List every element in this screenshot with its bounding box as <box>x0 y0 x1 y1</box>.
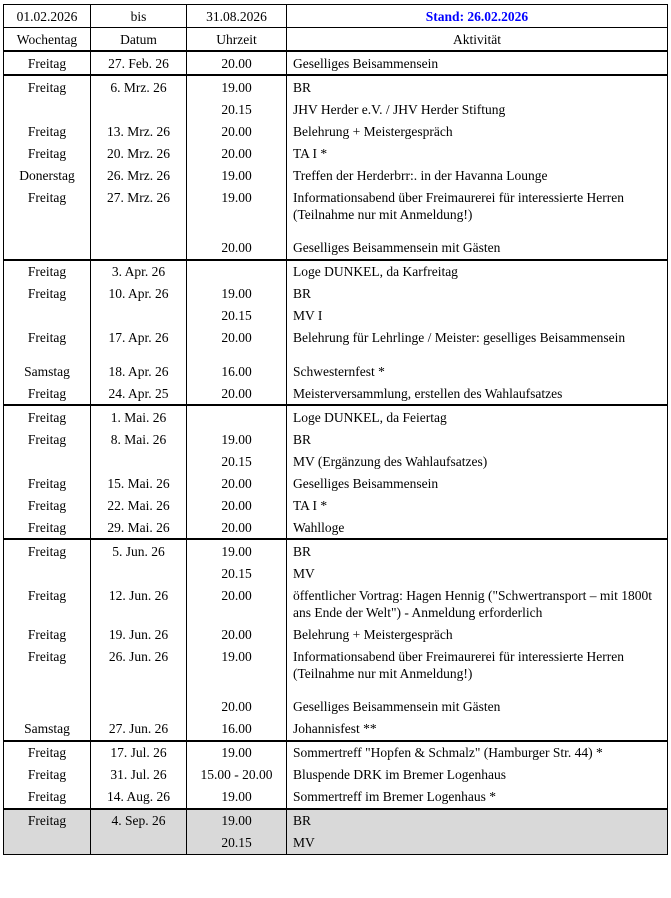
cell-time: 20.00 <box>187 494 287 516</box>
cell-weekday: Freitag <box>4 283 91 305</box>
cell-date: 19. Jun. 26 <box>91 623 187 645</box>
schedule-table <box>3 4 668 855</box>
table-row <box>4 186 668 225</box>
cell-date: 26. Mrz. 26 <box>91 164 187 186</box>
period-row <box>4 5 668 28</box>
cell-activity: Wahlloge <box>287 516 668 539</box>
cell-weekday <box>4 684 91 718</box>
cell-weekday: Freitag <box>4 75 91 98</box>
table-row <box>4 472 668 494</box>
cell-date <box>91 305 187 327</box>
cell-activity: Informationsabend über Freimaurerei für interessierte Herren (Teilnahme nur mit Anmeldung!) <box>287 645 668 684</box>
table-row <box>4 98 668 120</box>
cell-weekday: Freitag <box>4 405 91 428</box>
cell-time: 20.00 <box>187 472 287 494</box>
cell-date: 10. Apr. 26 <box>91 283 187 305</box>
cell-activity: BR <box>287 75 668 98</box>
col-header-time: Uhrzeit <box>187 28 287 52</box>
cell-date: 3. Apr. 26 <box>91 260 187 283</box>
cell-activity: TA I * <box>287 142 668 164</box>
table-row <box>4 494 668 516</box>
cell-activity: Belehrung für Lehrlinge / Meister: geselliges Beisammensein <box>287 327 668 349</box>
table-row <box>4 382 668 405</box>
table-row <box>4 51 668 75</box>
cell-date: 26. Jun. 26 <box>91 645 187 684</box>
cell-activity: TA I * <box>287 494 668 516</box>
cell-date <box>91 684 187 718</box>
table-row <box>4 260 668 283</box>
table-row <box>4 75 668 98</box>
period-separator: bis <box>91 5 187 28</box>
cell-weekday: Freitag <box>4 51 91 75</box>
cell-time: 20.00 <box>187 684 287 718</box>
cell-weekday: Freitag <box>4 494 91 516</box>
cell-time: 20.00 <box>187 142 287 164</box>
cell-date: 31. Jul. 26 <box>91 764 187 786</box>
cell-time: 15.00 - 20.00 <box>187 764 287 786</box>
table-row <box>4 164 668 186</box>
cell-weekday <box>4 562 91 584</box>
cell-activity: Geselliges Beisammensein <box>287 51 668 75</box>
cell-time: 19.00 <box>187 786 287 809</box>
cell-weekday <box>4 305 91 327</box>
cell-weekday <box>4 450 91 472</box>
cell-time <box>187 405 287 428</box>
table-row <box>4 283 668 305</box>
cell-time: 19.00 <box>187 809 287 832</box>
cell-activity: MV <box>287 562 668 584</box>
cell-time: 19.00 <box>187 428 287 450</box>
col-header-date: Datum <box>91 28 187 52</box>
cell-time: 20.00 <box>187 120 287 142</box>
cell-weekday: Freitag <box>4 327 91 349</box>
cell-activity: MV <box>287 832 668 855</box>
cell-activity: Belehrung + Meistergespräch <box>287 120 668 142</box>
column-header-row <box>4 28 668 52</box>
table-row <box>4 562 668 584</box>
table-row <box>4 450 668 472</box>
cell-date: 29. Mai. 26 <box>91 516 187 539</box>
cell-date: 27. Mrz. 26 <box>91 186 187 225</box>
cell-activity: öffentlicher Vortrag: Hagen Hennig ("Schwertransport – mit 1800t ans Ende der Welt") - Anmeldung erforderlich <box>287 584 668 623</box>
cell-date: 20. Mrz. 26 <box>91 142 187 164</box>
cell-weekday: Freitag <box>4 809 91 832</box>
period-start: 01.02.2026 <box>4 5 91 28</box>
table-row <box>4 349 668 383</box>
cell-time: 19.00 <box>187 186 287 225</box>
cell-time: 20.00 <box>187 225 287 260</box>
stand-date: Stand: 26.02.2026 <box>287 5 668 28</box>
cell-activity: Geselliges Beisammensein mit Gästen <box>287 684 668 718</box>
table-row <box>4 327 668 349</box>
cell-date <box>91 98 187 120</box>
cell-activity: Geselliges Beisammensein <box>287 472 668 494</box>
table-row <box>4 120 668 142</box>
cell-weekday <box>4 98 91 120</box>
cell-date: 27. Jun. 26 <box>91 718 187 741</box>
cell-date: 17. Apr. 26 <box>91 327 187 349</box>
table-row <box>4 405 668 428</box>
table-row <box>4 684 668 718</box>
cell-date: 18. Apr. 26 <box>91 349 187 383</box>
table-row <box>4 786 668 809</box>
cell-activity: Meisterversammlung, erstellen des Wahlaufsatzes <box>287 382 668 405</box>
cell-time: 20.00 <box>187 51 287 75</box>
cell-date: 14. Aug. 26 <box>91 786 187 809</box>
cell-date: 17. Jul. 26 <box>91 741 187 764</box>
cell-activity: Schwesternfest * <box>287 349 668 383</box>
table-row <box>4 623 668 645</box>
cell-date: 15. Mai. 26 <box>91 472 187 494</box>
cell-time: 20.15 <box>187 450 287 472</box>
period-end: 31.08.2026 <box>187 5 287 28</box>
table-row <box>4 539 668 562</box>
cell-activity: Sommertreff im Bremer Logenhaus * <box>287 786 668 809</box>
cell-activity: Loge DUNKEL, da Feiertag <box>287 405 668 428</box>
table-row <box>4 428 668 450</box>
col-header-activity: Aktivität <box>287 28 668 52</box>
cell-time: 19.00 <box>187 283 287 305</box>
cell-time: 19.00 <box>187 539 287 562</box>
cell-date: 24. Apr. 25 <box>91 382 187 405</box>
cell-time: 19.00 <box>187 741 287 764</box>
table-row <box>4 832 668 855</box>
cell-date <box>91 562 187 584</box>
cell-weekday: Samstag <box>4 718 91 741</box>
cell-date: 6. Mrz. 26 <box>91 75 187 98</box>
cell-weekday: Freitag <box>4 472 91 494</box>
col-header-weekday: Wochentag <box>4 28 91 52</box>
cell-time: 20.15 <box>187 98 287 120</box>
cell-date: 5. Jun. 26 <box>91 539 187 562</box>
cell-time: 19.00 <box>187 164 287 186</box>
cell-weekday: Freitag <box>4 584 91 623</box>
cell-weekday <box>4 832 91 855</box>
cell-weekday: Freitag <box>4 741 91 764</box>
cell-weekday <box>4 225 91 260</box>
table-row <box>4 809 668 832</box>
cell-date: 13. Mrz. 26 <box>91 120 187 142</box>
cell-activity: BR <box>287 428 668 450</box>
cell-time: 19.00 <box>187 75 287 98</box>
cell-activity: BR <box>287 809 668 832</box>
cell-weekday: Freitag <box>4 428 91 450</box>
cell-activity: Bluspende DRK im Bremer Logenhaus <box>287 764 668 786</box>
cell-time: 20.15 <box>187 832 287 855</box>
cell-activity: MV (Ergänzung des Wahlaufsatzes) <box>287 450 668 472</box>
cell-time: 20.00 <box>187 623 287 645</box>
table-row <box>4 225 668 260</box>
cell-activity: Loge DUNKEL, da Karfreitag <box>287 260 668 283</box>
cell-time: 20.15 <box>187 305 287 327</box>
cell-activity: Belehrung + Meistergespräch <box>287 623 668 645</box>
cell-date: 1. Mai. 26 <box>91 405 187 428</box>
cell-weekday: Donerstag <box>4 164 91 186</box>
cell-weekday: Freitag <box>4 260 91 283</box>
cell-time: 20.00 <box>187 516 287 539</box>
cell-weekday: Freitag <box>4 764 91 786</box>
table-row <box>4 516 668 539</box>
table-row <box>4 764 668 786</box>
cell-date <box>91 832 187 855</box>
cell-date: 22. Mai. 26 <box>91 494 187 516</box>
cell-weekday: Freitag <box>4 539 91 562</box>
cell-activity: Johannisfest ** <box>287 718 668 741</box>
table-row <box>4 305 668 327</box>
cell-weekday: Freitag <box>4 516 91 539</box>
cell-activity: BR <box>287 283 668 305</box>
cell-weekday: Freitag <box>4 623 91 645</box>
cell-activity: JHV Herder e.V. / JHV Herder Stiftung <box>287 98 668 120</box>
cell-time <box>187 260 287 283</box>
table-row <box>4 718 668 741</box>
cell-time: 16.00 <box>187 718 287 741</box>
cell-weekday: Samstag <box>4 349 91 383</box>
cell-time: 20.00 <box>187 327 287 349</box>
cell-date: 12. Jun. 26 <box>91 584 187 623</box>
cell-weekday: Freitag <box>4 786 91 809</box>
cell-time: 19.00 <box>187 645 287 684</box>
cell-activity: Sommertreff "Hopfen & Schmalz" (Hamburger Str. 44) * <box>287 741 668 764</box>
cell-weekday: Freitag <box>4 645 91 684</box>
table-row <box>4 741 668 764</box>
cell-time: 16.00 <box>187 349 287 383</box>
cell-weekday: Freitag <box>4 186 91 225</box>
cell-activity: Treffen der Herderbrr:. in der Havanna Lounge <box>287 164 668 186</box>
table-row <box>4 584 668 623</box>
cell-time: 20.00 <box>187 584 287 623</box>
cell-date <box>91 225 187 260</box>
cell-date: 4. Sep. 26 <box>91 809 187 832</box>
cell-weekday: Freitag <box>4 382 91 405</box>
cell-activity: MV I <box>287 305 668 327</box>
cell-date: 8. Mai. 26 <box>91 428 187 450</box>
cell-weekday: Freitag <box>4 142 91 164</box>
cell-activity: Informationsabend über Freimaurerei für interessierte Herren (Teilnahme nur mit Anmeldung!) <box>287 186 668 225</box>
cell-activity: Geselliges Beisammensein mit Gästen <box>287 225 668 260</box>
table-row <box>4 645 668 684</box>
cell-time: 20.00 <box>187 382 287 405</box>
cell-date <box>91 450 187 472</box>
schedule-rows <box>4 51 668 854</box>
table-row <box>4 142 668 164</box>
cell-time: 20.15 <box>187 562 287 584</box>
cell-date: 27. Feb. 26 <box>91 51 187 75</box>
cell-activity: BR <box>287 539 668 562</box>
cell-weekday: Freitag <box>4 120 91 142</box>
